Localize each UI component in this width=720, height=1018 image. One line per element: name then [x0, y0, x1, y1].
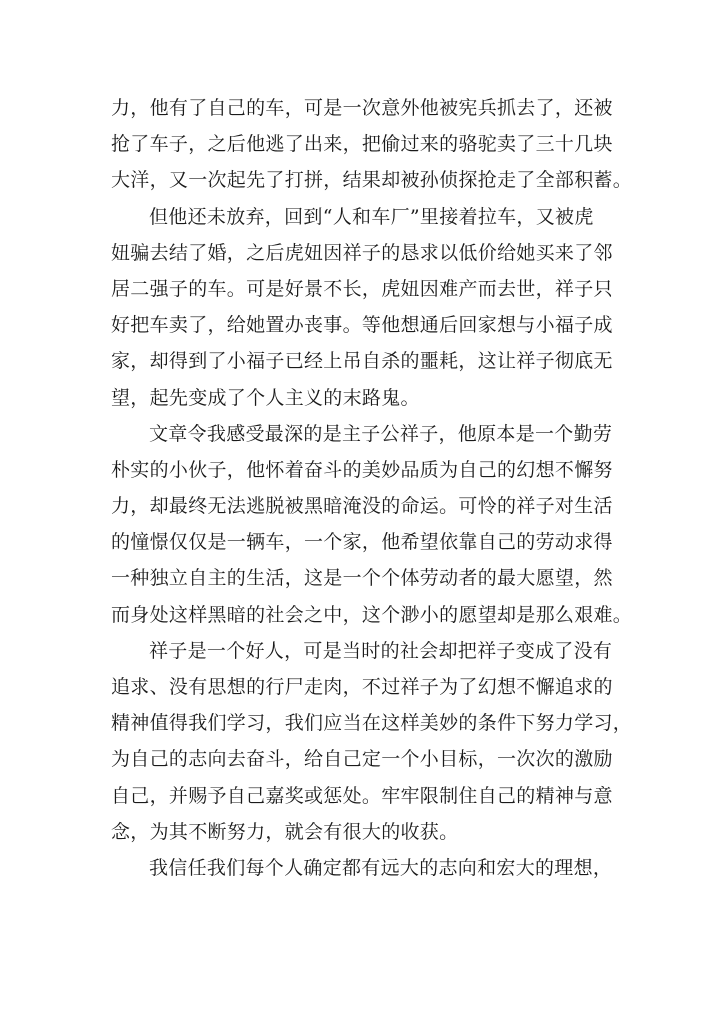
paragraph-first-line: 但他还未放弃，回到“人和车厂”里接着拉车，又被虎 [149, 205, 594, 228]
paragraph-first-line: 文章令我感受最深的是主子公祥子，他原本是一个勤劳 [149, 422, 613, 445]
text-line: 念，为其不断努力，就会有很大的收获。 [111, 820, 459, 843]
text-line: 居二强子的车。可是好景不长，虎妞因难产而去世，祥子只 [111, 277, 613, 300]
text-line: 抢了车子，之后他逃了出来，把偷过来的骆驼卖了三十几块 [111, 133, 613, 156]
text-line: 力，他有了自己的车，可是一次意外他被宪兵抓去了，还被 [111, 97, 613, 119]
text-line: 的憧憬仅仅是一辆车，一个家，他希望依靠自己的劳动求得 [111, 531, 613, 554]
text-line: 妞骗去结了婚，之后虎妞因祥子的恳求以低价给她买来了邻 [111, 241, 613, 264]
paragraph-first-line: 祥子是一个好人，可是当时的社会却把祥子变成了没有 [149, 639, 613, 662]
text-line: 而身处这样黑暗的社会之中，这个渺小的愿望却是那么艰难。 [111, 603, 633, 626]
body-text [111, 90, 633, 886]
text-line: 追求、没有思想的行尸走肉，不过祥子为了幻想不懈追求的 [111, 676, 613, 698]
text-line: 望，起先变成了个人主义的末路鬼。 [111, 386, 420, 409]
text-line: 家，却得到了小福子已经上吊自杀的噩耗，这让祥子彻底无 [111, 350, 613, 373]
text-line: 力，却最终无法逃脱被黑暗淹没的命运。可怜的祥子对生活 [111, 495, 613, 518]
text-line: 一种独立自主的生活，这是一个个体劳动者的最大愿望，然 [111, 567, 613, 590]
text-line: 好把车卖了，给她置办丧事。等他想通后回家想与小福子成 [111, 314, 613, 337]
text-line: 精神值得我们学习，我们应当在这样美妙的条件下努力学习， [111, 712, 633, 735]
text-line: 朴实的小伙子，他怀着奋斗的美妙品质为自己的幻想不懈努 [111, 458, 613, 481]
text-line: 大洋，又一次起先了打拼，结果却被孙侦探抢走了全部积蓄。 [111, 169, 633, 192]
paragraph-first-line: 我信任我们每个人确定都有远大的志向和宏大的理想， [149, 856, 613, 879]
text-line: 自己，并赐予自己嘉奖或惩处。牢牢限制住自己的精神与意 [111, 784, 613, 807]
text-line: 为自己的志向去奋斗，给自己定一个小目标，一次次的激励 [111, 748, 613, 771]
